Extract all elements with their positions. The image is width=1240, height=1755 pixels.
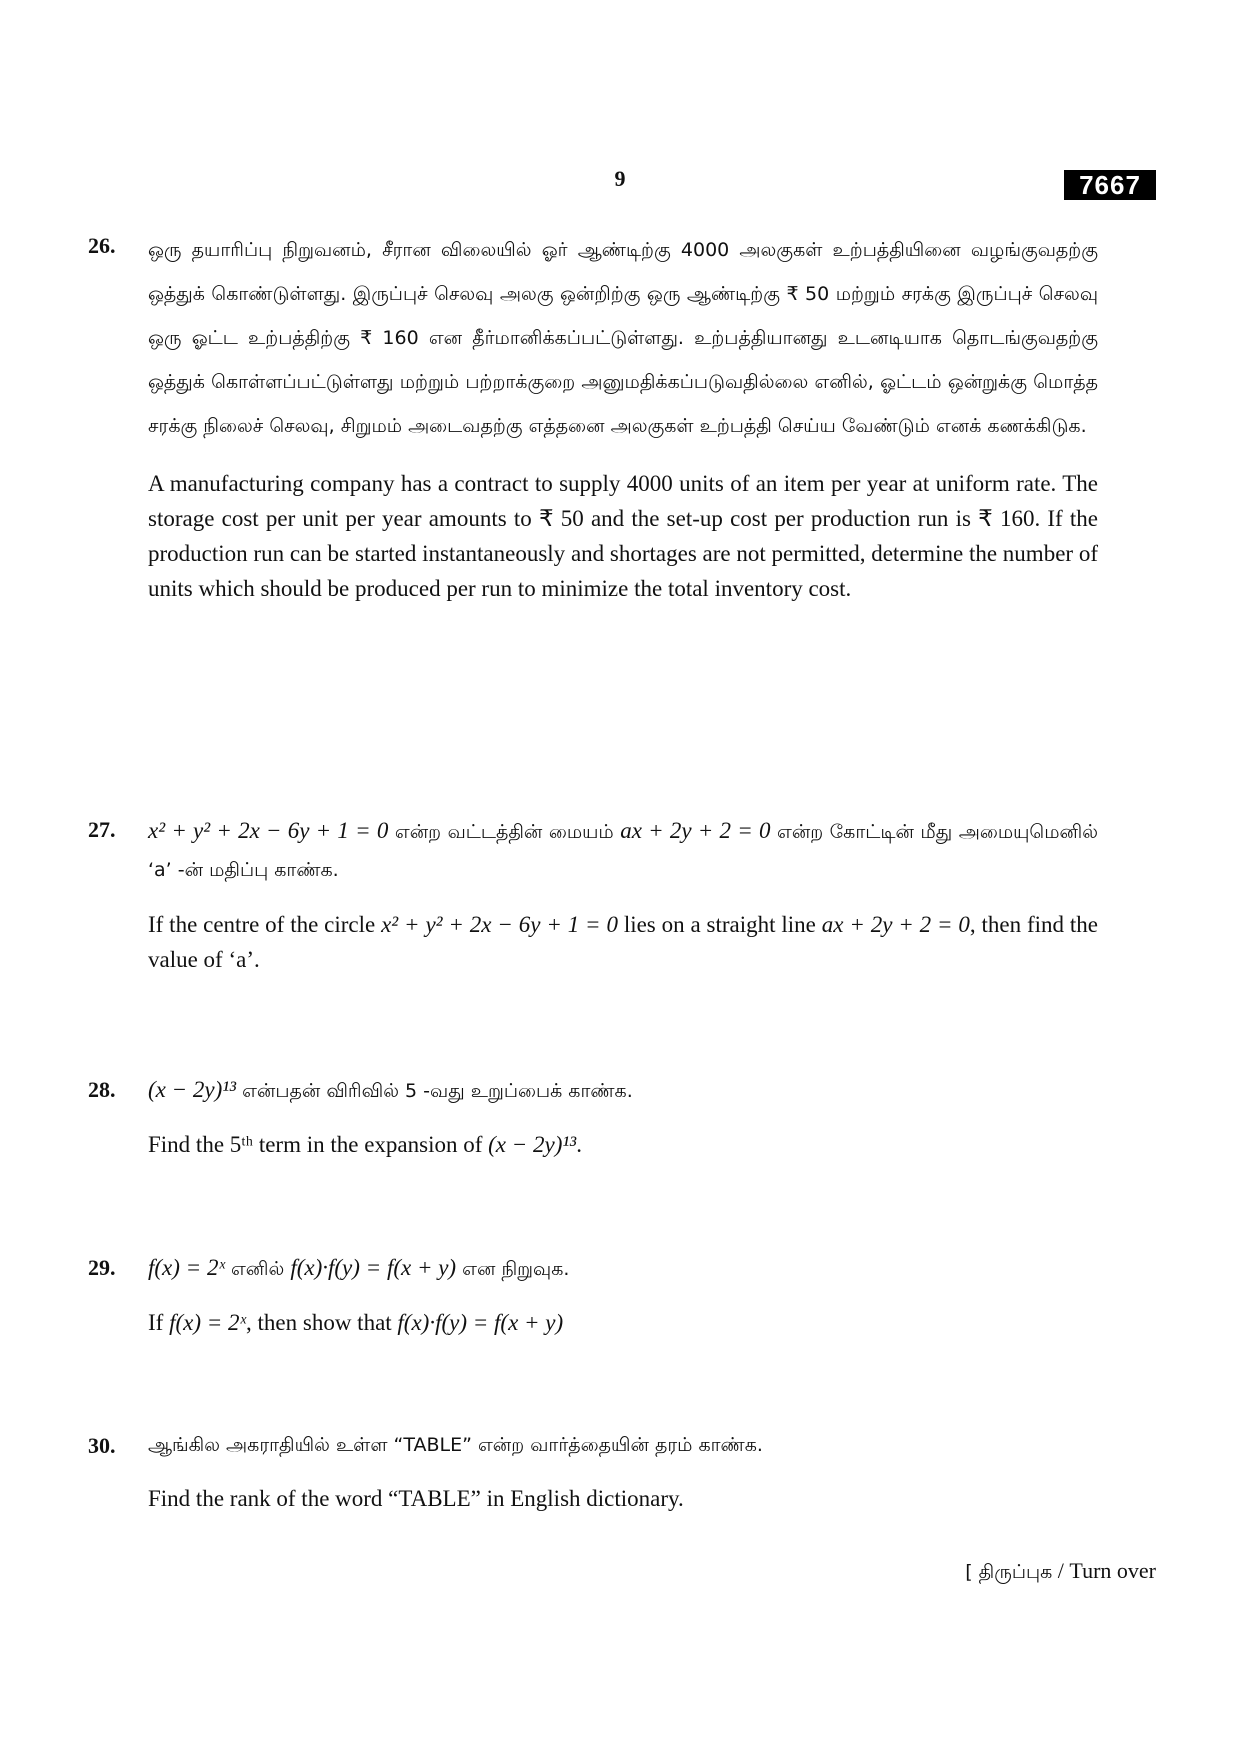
line-equation: ax + 2y + 2 = 0 <box>620 818 771 843</box>
binomial-expression: (x − 2y)¹³ <box>148 1077 237 1102</box>
circle-equation: x² + y² + 2x − 6y + 1 = 0 <box>148 818 389 843</box>
question-text-tamil: (x − 2y)¹³ என்பதன் விரிவில் 5 -வது உறுப்பைக் காண்க. <box>148 1077 633 1102</box>
turn-over-note: [ திருப்புக / Turn over <box>965 1558 1156 1583</box>
question-number: 29. <box>88 1255 116 1280</box>
question-text-english: Find the 5ᵗʰ term in the expansion of (x − 2y)¹³. <box>148 1132 582 1157</box>
function-identity: f(x)·f(y) = f(x + y) <box>290 1255 457 1280</box>
function-definition: f(x) = 2ˣ <box>148 1255 225 1280</box>
paper-code-badge: 7667 <box>1064 170 1156 200</box>
question-text-tamil: ஒரு தயாரிப்பு நிறுவனம், சீரான விலையில் ஓர் ஆண்டிற்கு 4000 அலகுகள் உற்பத்தியினை வழங்குவதற்கு ஒத்துக் கொண்டுள்ளது. இருப்புச் செலவு அலகு ஒன்றிற்கு ஒரு ஆண்டிற்கு ₹ 50 மற்றும் சரக்கு இருப்புச் செலவு ஒரு ஓட்ட உற்பத்திற்கு ₹ 160 என தீர்மானிக்கப்பட்டுள்ளது. உற்பத்தியானது உடனடியாக தொடங்குவதற்கு ஒத்துக் கொள்ளப்பட்டுள்ளது மற்றும் பற்றாக்குறை அனுமதிக்கப்படுவதில்லை எனில், ஓட்டம் ஒன்றுக்கு மொத்த சரக்கு நிலைச் செலவு, சிறுமம் அடைவதற்கு எத்தனை அலகுகள் உற்பத்தி செய்ய வேண்டும் எனக் கணக்கிடுக. <box>148 239 1098 437</box>
question-text-english: A manufacturing company has a contract to supply 4000 units of an item per year at uniform rate. The storage cost per unit per year amounts to ₹ 50 and the set-up cost per production run is ₹ 160. If the production run can be started instantaneously and shortages are not permitted, determine the number of units which should be produced per run to minimize the total inventory cost. <box>148 471 1098 601</box>
binomial-expression: (x − 2y)¹³ <box>488 1132 577 1157</box>
line-equation: ax + 2y + 2 = 0 <box>821 912 970 937</box>
question-number: 30. <box>88 1433 116 1458</box>
question-text-english: If the centre of the circle x² + y² + 2x − 6y + 1 = 0 lies on a straight line ax + 2y + 2 = 0, then find the value of ‘a’. <box>148 912 1098 972</box>
question-text-tamil: x² + y² + 2x − 6y + 1 = 0 என்ற வட்டத்தின் மையம் ax + 2y + 2 = 0 என்ற கோட்டின் மீது அமையுமெனில் ‘a’ -ன் மதிப்பு காண்க. <box>148 818 1098 881</box>
question-text-tamil: f(x) = 2ˣ எனில் f(x)·f(y) = f(x + y) என நிறுவுக. <box>148 1255 570 1280</box>
question-text-english: If f(x) = 2ˣ, then show that f(x)·f(y) = f(x + y) <box>148 1310 564 1335</box>
function-definition: f(x) = 2ˣ <box>169 1310 247 1335</box>
question-number: 28. <box>88 1077 116 1102</box>
question-text-tamil: ஆங்கில அகராதியில் உள்ள “TABLE” என்ற வார்த்தையின் தரம் காண்க. <box>148 1434 763 1456</box>
question-number: 27. <box>88 817 116 842</box>
question-text-english: Find the rank of the word “TABLE” in English dictionary. <box>148 1486 684 1511</box>
circle-equation: x² + y² + 2x − 6y + 1 = 0 <box>381 912 618 937</box>
page-number: 9 <box>614 166 626 191</box>
function-identity: f(x)·f(y) = f(x + y) <box>397 1310 564 1335</box>
question-number: 26. <box>88 233 116 258</box>
